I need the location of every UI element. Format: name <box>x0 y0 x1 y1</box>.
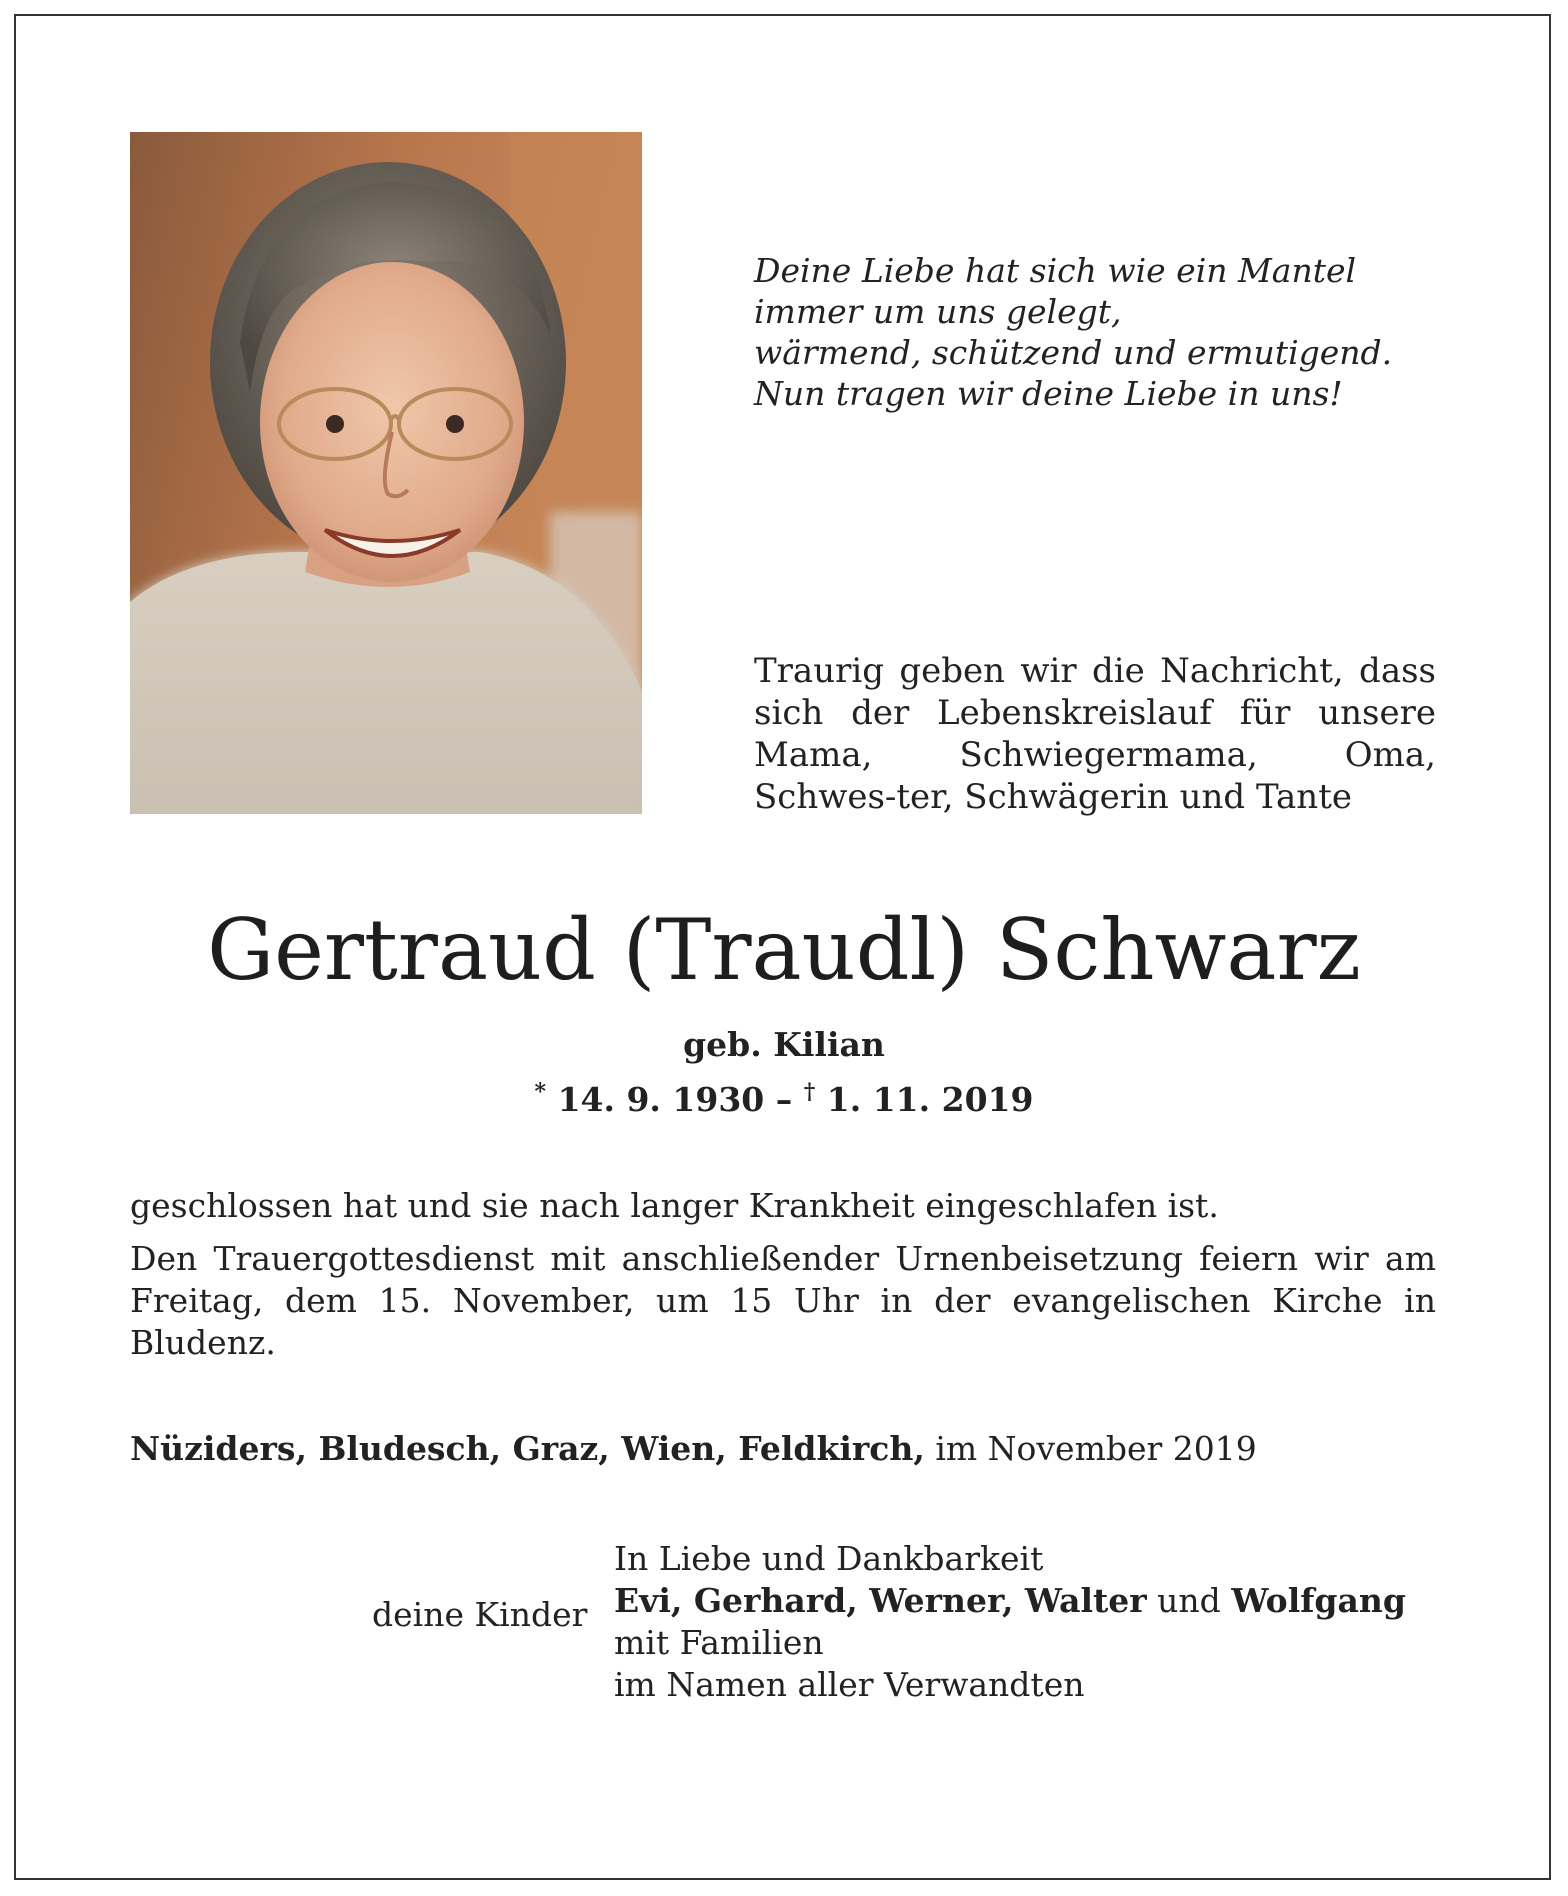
announcement-date: im November 2019 <box>935 1429 1257 1468</box>
body-line: geschlossen hat und sie nach langer Krankheit eingeschlafen ist. <box>130 1186 1219 1225</box>
quote-line: wärmend, schützend und ermutigend. <box>754 333 1393 372</box>
places-list: Nüziders, Bludesch, Graz, Wien, Feldkirch, <box>130 1429 925 1468</box>
relatives-line: im Namen aller Verwandten <box>614 1665 1085 1704</box>
children-last-name: Wolfgang <box>1231 1581 1406 1620</box>
quote-line: immer um uns gelegt, <box>754 292 1122 331</box>
service-details: Den Trauergottesdienst mit anschließender Urnenbeisetzung feiern wir am Freitag, dem 15. November, um 15 Uhr in der evangelischen Kirche in Bludenz. <box>130 1239 1436 1362</box>
closing-block <box>614 1538 1474 1706</box>
children-bold-names: Evi, Gerhard, Werner, Walter <box>614 1581 1147 1620</box>
and-word: und <box>1157 1581 1221 1620</box>
families-line: mit Familien <box>614 1623 824 1662</box>
children-label: deine Kinder <box>372 1595 588 1634</box>
life-dates <box>0 1072 1568 1120</box>
birth-symbol: * <box>534 1079 547 1105</box>
portrait-image <box>130 132 642 814</box>
birth-date: 14. 9. 1930 <box>557 1080 765 1119</box>
quote-line: Nun tragen wir deine Liebe in uns! <box>754 374 1343 413</box>
death-date: 1. 11. 2019 <box>826 1080 1034 1119</box>
death-symbol: † <box>803 1079 816 1105</box>
quote-line: Deine Liebe hat sich wie ein Mantel <box>754 251 1357 290</box>
memorial-quote <box>754 250 1474 414</box>
deceased-name: Gertraud (Traudl) Schwarz <box>207 901 1361 999</box>
children-names <box>614 1580 1474 1622</box>
places-and-date <box>130 1428 1436 1470</box>
announcement-intro: Traurig geben wir die Nachricht, dass sich der Lebenskreislauf für unsere Mama, Schwiegermama, Oma, Schwes-ter, Schwägerin und Tante <box>754 651 1436 817</box>
date-dash: – <box>775 1080 793 1119</box>
portrait-photo <box>130 132 642 814</box>
closing-greeting: In Liebe und Dankbarkeit <box>614 1539 1044 1578</box>
birth-name: geb. Kilian <box>683 1025 885 1064</box>
